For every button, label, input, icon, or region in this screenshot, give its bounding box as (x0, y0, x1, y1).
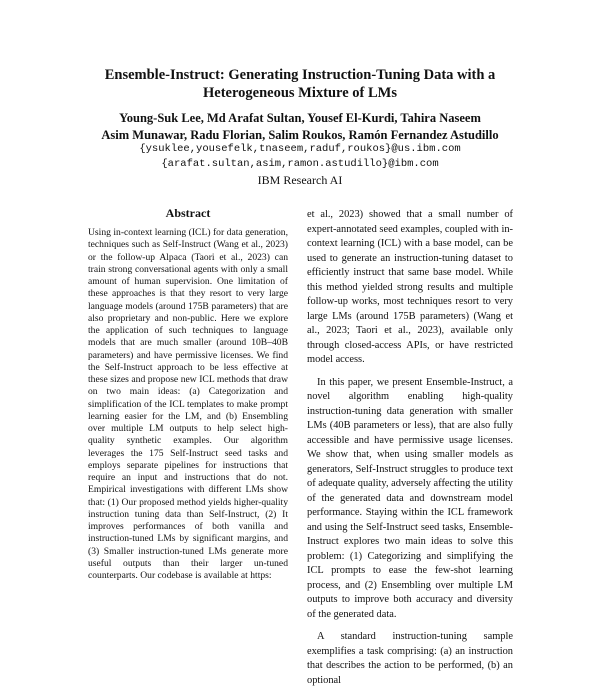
intro-paragraph-2: In this paper, we present Ensemble-Instruct, a novel algorithm enabling high-quality instruction-tuning data generation with smaller LMs (40B parameters or less), that are also fully accessible and have permissive usage licenses. We show that, when using smaller models as generators, Self-Instruct struggles to produce text of adequate quality, adversely affecting the utility of the generated data and downstream model performance. Staying within the ICL framework and using the Self-Instruct seed tasks, Ensemble-Instruct explores two main ideas to solve this problem: (1) Categorizing and simplifying the ICL prompts to ease the few-shot learning process, and (2) Ensembling over multiple LM outputs to improve both accuracy and diversity of the generated data. (307, 376, 514, 620)
abstract-heading: Abstract (165, 206, 211, 220)
email-line-1: {ysuklee,yousefelk,tnaseem,raduf,roukos}@us.ibm.com (139, 143, 461, 155)
title-line-1: Ensemble-Instruct: Generating Instruction-Tuning Data with a (104, 67, 496, 83)
intro-paragraph-3: A standard instruction-tuning sample exemplifies a task comprising: (a) an instruction that describes the action to be performed, (b) an optional (307, 631, 513, 686)
authors-line-1: Young-Suk Lee, Md Arafat Sultan, Yousef El-Kurdi, Tahira Naseem (119, 111, 481, 125)
author-list (0, 110, 600, 144)
author-emails (0, 142, 600, 172)
title-line-2: Heterogeneous Mixture of LMs (203, 85, 397, 101)
paper-title (0, 66, 600, 102)
abstract-body: Using in-context learning (ICL) for data generation, techniques such as Self-Instruct (Wang et al., 2023) or the follow-up Alpaca (Taori et al., 2023) can train strong conversational agents with only a small amount of human supervision. One limitation of these approaches is that they resort to very large language models (around 175B parameters) that are also proprietary and non-public. Here we explore the application of such techniques to language models that are much smaller (around 10B–40B parameters) and have permissive licenses. We find the Self-Instruct approach to be less effective at these sizes and propose new ICL methods that draw on two main ideas: (a) Categorization and simplification of the ICL templates to make prompt learning easier for the LM, and (b) Ensembling over multiple LM outputs to help select high-quality synthetic examples. Our algorithm leverages the 175 Self-Instruct seed tasks and employs separate pipelines for instructions that require an input and instructions that do not. Empirical investigations with different LMs show that: (1) Our proposed method yields higher-quality instruction tuning data than Self-Instruct, (2) It improves performances of both vanilla and instruction-tuned LMs by significant margins, and (3) Smaller instruction-tuned LMs generate more useful outputs than their larger un-tuned counterparts. Our codebase is available at https: (88, 227, 288, 581)
intro-paragraph-1: et al., 2023) showed that a small number of expert-annotated seed examples, coupled with in-context learning (ICL) with a base model, can be used to generate an instruction-tuning dataset to efficiently instruct that same base model. While this method yielded strong results and multiple follow-up works, most techniques resort to very large LMs (around 175B parameters) (Wang et al., 2023; Taori et al., 2023), available only through closed-access APIs, or have restricted model access. (307, 209, 514, 365)
email-line-2: {arafat.sultan,asim,ramon.astudillo}@ibm.com (161, 158, 439, 170)
affiliation: IBM Research AI (257, 173, 343, 187)
intro-column (307, 208, 513, 696)
authors-line-2: Asim Munawar, Radu Florian, Salim Roukos, Ramón Fernandez Astudillo (101, 128, 499, 142)
